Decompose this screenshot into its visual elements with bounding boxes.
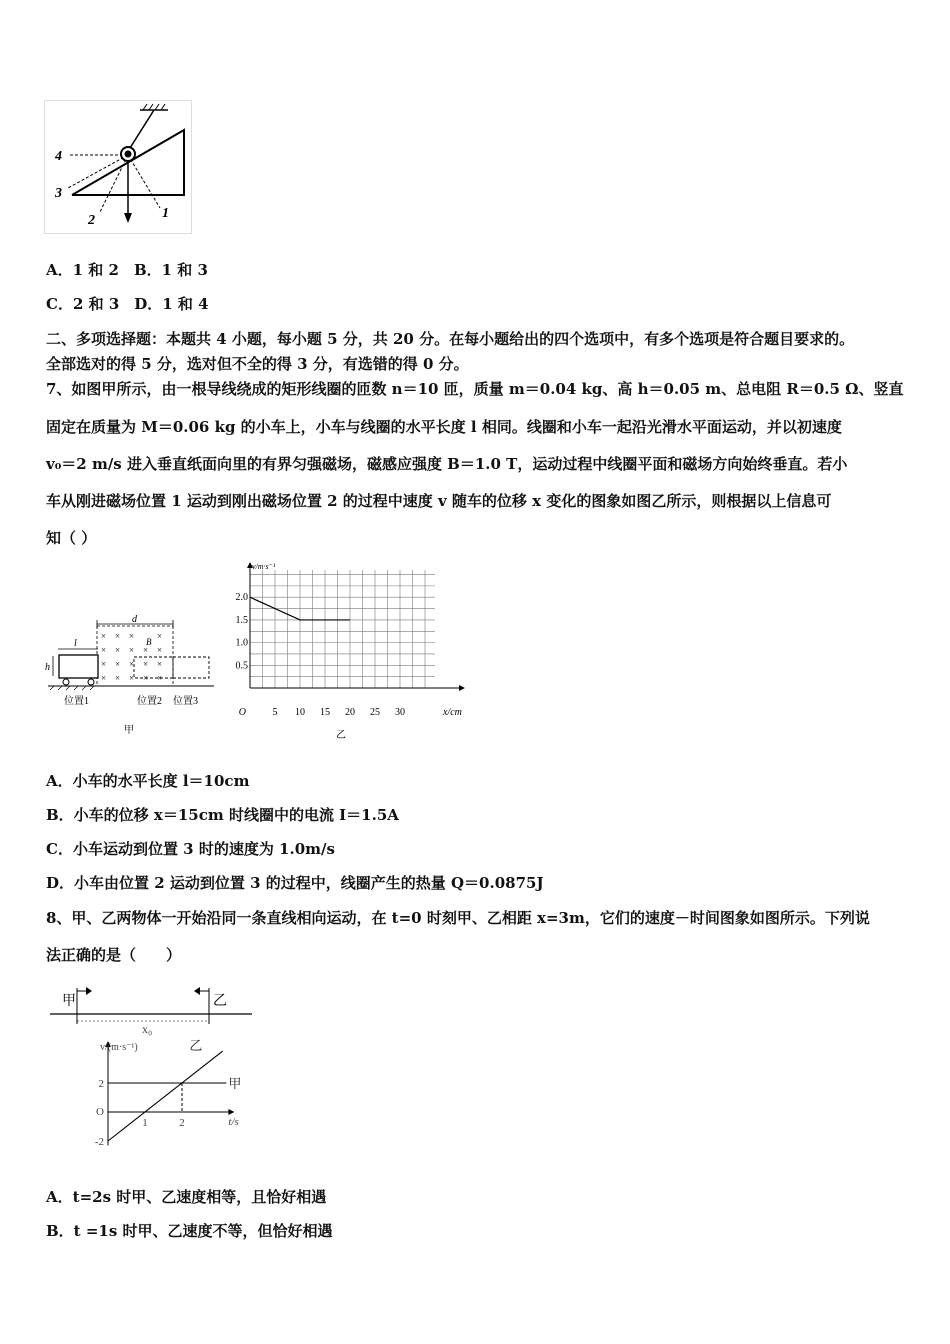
y-tick-label: -2 [94,1136,104,1148]
field-x-mark: × [143,659,149,669]
x-tick-label: 1 [142,1117,148,1129]
q7-jia-l-label: l [74,638,77,649]
x-tick-label: 30 [395,707,405,718]
q7-jia-pos3: 位置3 [173,696,198,707]
q7-jia-pos2: 位置2 [137,696,162,707]
q7-stem-line3: v₀＝2 m/s 进入垂直纸面向里的有界匀强磁场，磁感应强度 B＝1.0 T，运动过程中线圈平面和磁场方向始终垂直。若小 [46,455,848,473]
q6-option-ab: A．1 和 2 B．1 和 3 [46,261,208,279]
field-x-mark: × [129,673,135,683]
field-x-mark: × [115,673,121,683]
y-tick-label: 2 [98,1078,104,1090]
field-x-mark: × [129,645,135,655]
q7-stem-line2: 固定在质量为 M＝0.06 kg 的小车上，小车与线圈的水平长度 l 相同。线圈和小车一起沿光滑水平面运动，并以初速度 [46,418,842,436]
field-x-mark: × [157,631,163,641]
y-tick-label: 1.0 [235,637,248,649]
field-x-mark: × [143,645,149,655]
chart-title: 乙 [336,730,346,741]
origin-label: O [238,707,246,718]
q6-label-3: 3 [55,186,62,201]
q7-stem-line1: 7、如图甲所示，由一根导线绕成的矩形线圈的匝数 n＝10 匝，质量 m＝0.04 kg、高 h＝0.05 m、总电阻 R＝0.5 Ω、竖直 [46,380,904,398]
x-axis-arrow [228,1109,234,1115]
field-x-mark: × [143,673,149,683]
q7-jia-b-label: B [146,637,152,647]
series-label-yi: 乙 [189,1038,203,1053]
field-x-mark: × [157,673,163,683]
q7-figure-jia [44,612,220,738]
field-x-mark: × [101,673,107,683]
q8-stem-line2: 法正确的是（ ） [46,946,182,964]
q8-top-jia-label: 甲 [62,994,76,1009]
q6-label-1: 1 [162,206,169,221]
field-x-mark: × [101,659,107,669]
field-x-mark: × [157,645,163,655]
q7-jia-caption: 甲 [124,725,134,736]
q6-label-2: 2 [88,213,95,228]
x-tick-label: 15 [320,707,330,718]
q8-position-diagram [46,980,256,1036]
q6-label-4: 4 [55,149,62,164]
y-axis-label: v/(m·s⁻¹) [100,1042,138,1053]
y-tick-label: 1.5 [235,614,248,626]
x-tick-label: 2 [179,1117,185,1129]
field-x-mark: × [157,659,163,669]
field-x-mark: × [101,645,107,655]
q8-stem-line1: 8、甲、乙两物体一开始沿同一条直线相向运动，在 t=0 时刻甲、乙相距 x=3m，它们的速度－时间图象如图所示。下列说 [46,909,870,927]
q7-option-c: C．小车运动到位置 3 时的速度为 1.0m/s [46,840,335,858]
q8-vt-chart [82,1036,242,1160]
field-x-mark: × [115,631,121,641]
q7-option-a: A．小车的水平长度 l＝10cm [46,772,250,790]
section2-heading-line1: 二、多项选择题：本题共 4 小题，每小题 5 分，共 20 分。在每小题给出的四个选项中，有多个选项是符合题目要求的。 [46,330,855,348]
section2-heading-line2: 全部选对的得 5 分，选对但不全的得 3 分，有选错的得 0 分。 [46,355,469,373]
y-tick-label: 2.0 [235,592,248,604]
q8-option-a: A．t=2s 时甲、乙速度相等，且恰好相遇 [46,1188,327,1206]
q6-incline-figure [44,100,192,234]
y-axis-label: v/m·s⁻¹ [252,562,276,571]
q7-stem-line5: 知（ ） [46,529,97,547]
q7-stem-line4: 车从刚进磁场位置 1 运动到刚出磁场位置 2 的过程中速度 v 随车的位移 x 变化的图象如图乙所示，则根据以上信息可 [46,492,832,510]
series-label-jia: 甲 [228,1076,242,1091]
field-x-mark: × [115,645,121,655]
x-tick-label: 10 [295,707,305,718]
q7-option-b: B．小车的位移 x＝15cm 时线圈中的电流 I＝1.5A [46,806,399,824]
field-x-mark: × [115,659,121,669]
x-axis-label: x/cm [443,707,462,718]
x-tick-label: 20 [345,707,355,718]
field-x-mark: × [129,631,135,641]
q8-top-x0-label: x₀ [142,1022,153,1036]
field-x-mark: × [129,659,135,669]
x-tick-label: 5 [272,707,278,718]
x-tick-label: 25 [370,707,380,718]
q7-vx-chart [226,560,466,742]
x-axis-arrow [459,685,465,691]
q8-top-yi-label: 乙 [213,994,227,1009]
q6-option-cd: C．2 和 3 D．1 和 4 [46,295,209,313]
x-axis-label: t/s [228,1116,239,1128]
q7-jia-pos1: 位置1 [64,696,89,707]
q7-jia-d-label: d [132,614,137,625]
field-x-mark: × [101,631,107,641]
y-tick-label: 0.5 [235,660,248,672]
series-line-乙 [108,1051,223,1141]
origin-label: O [96,1106,104,1118]
q7-jia-h-label: h [45,662,50,673]
q7-option-d: D．小车由位置 2 运动到位置 3 的过程中，线圈产生的热量 Q＝0.0875J [46,874,544,892]
q8-option-b: B．t =1s 时甲、乙速度不等，但恰好相遇 [46,1222,333,1240]
